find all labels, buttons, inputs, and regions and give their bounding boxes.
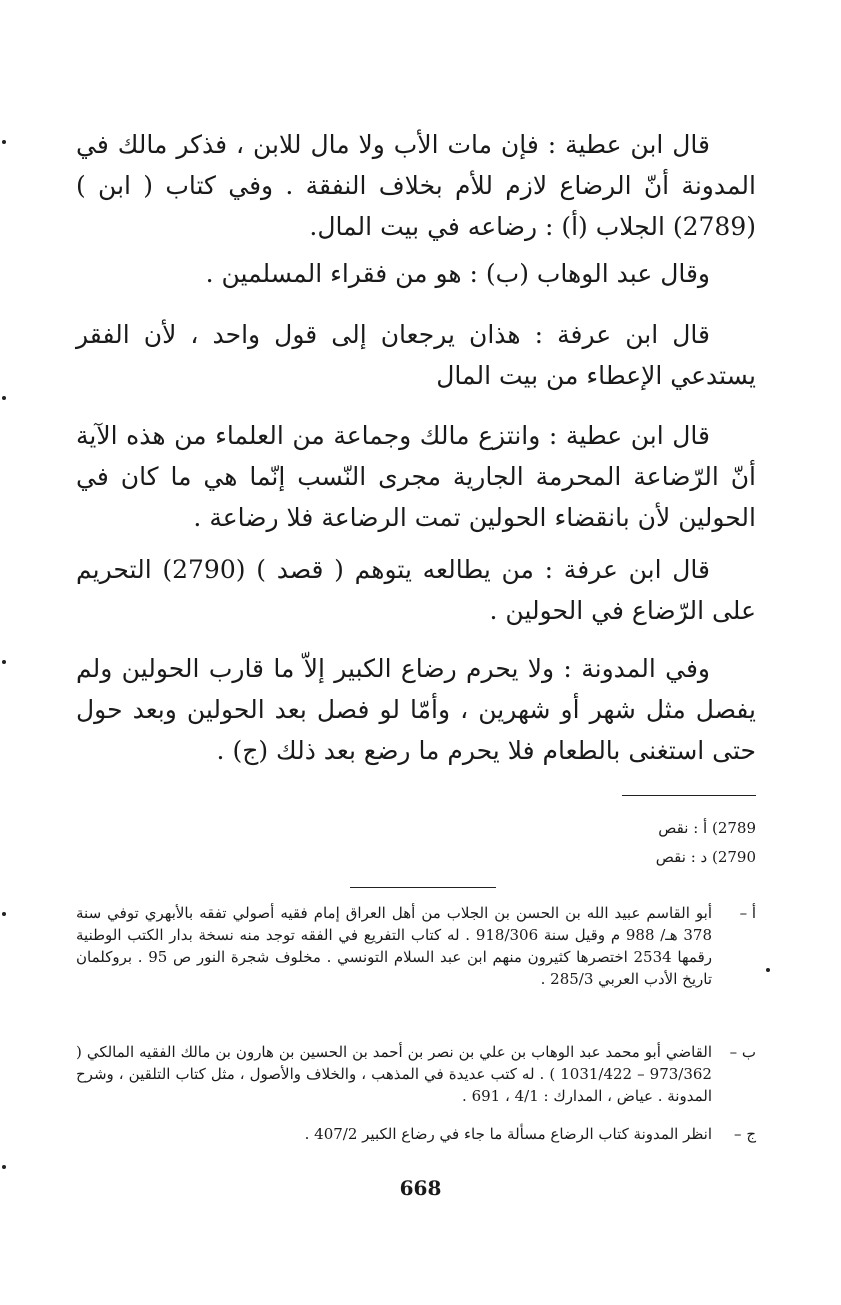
margin-mark bbox=[2, 660, 6, 664]
footnote-marker: أ – bbox=[739, 904, 756, 922]
margin-mark bbox=[2, 912, 6, 916]
margin-mark bbox=[2, 396, 6, 400]
variant-note: 2790) د : نقص bbox=[655, 848, 756, 866]
footnote bbox=[76, 1041, 756, 1107]
footnote bbox=[76, 1123, 756, 1145]
body-paragraph: وقال عبد الوهاب (ب) : هو من فقراء المسلمين . bbox=[205, 259, 710, 288]
body-paragraph: وفي المدونة : ولا يحرم رضاع الكبير إلاّ ما قارب الحولين ولم يفصل مثل شهر أو شهرين ، وأمّا لو فصل بعد الحولين وبعد حول حتى استغنى بالطعام فلا يحرم ما رضع بعد ذلك (ج) . bbox=[76, 654, 756, 765]
footnote-marker: ج – bbox=[734, 1125, 756, 1143]
footnote-text: انظر المدونة كتاب الرضاع مسألة ما جاء في رضاع الكبير 407/2 . bbox=[304, 1125, 712, 1143]
footnote-text: أبو القاسم عبيد الله بن الحسن بن الجلاب من أهل العراق إمام فقيه أصولي تفقه بالأبهري توفي سنة 378 هـ/ 988 م وقيل سنة 918/306 . له كتاب التفريع في الفقه توجد منه نسخة بدار الكتب الوطنية رقمها 2534 اختصرها كثيرون منهم ابن عبد السلام التونسي . مخلوف شجرة النور ص 95 . بروكلمان تاريخ الأدب العربي 285/3 . bbox=[76, 904, 712, 988]
body-paragraph: قال ابن عطية : فإن مات الأب ولا مال للابن ، فذكر مالك في المدونة أنّ الرضاع لازم للأم بخلاف النفقة . وفي كتاب ( ابن ) (2789) الجلاب (أ) : رضاعه في بيت المال. bbox=[76, 130, 756, 241]
body-paragraph: قال ابن عرفة : من يطالعه يتوهم ( قصد ) (2790) التحريم على الرّضاع في الحولين . bbox=[76, 555, 756, 625]
page-number: 668 bbox=[399, 1176, 442, 1200]
body-paragraph: قال ابن عطية : وانتزع مالك وجماعة من العلماء من هذه الآية أنّ الرّضاعة المحرمة الجارية مجرى النّسب إنّما هي ما كان في الحولين لأن بانقضاء الحولين تمت الرضاعة فلا رضاعة . bbox=[76, 421, 756, 532]
margin-mark bbox=[766, 968, 770, 972]
margin-mark bbox=[2, 140, 6, 144]
footnotes-divider bbox=[350, 887, 496, 888]
footnote-marker: ب – bbox=[729, 1043, 756, 1061]
footnote-text: القاضي أبو محمد عبد الوهاب بن علي بن نصر بن أحمد بن الحسين بن هارون بن مالك الفقيه المالكي ( 973/362 – 1031/422 ) . له كتب عديدة في المذهب ، والخلاف والأصول ، مثل كتاب التلقين ، وشرح المدونة . عياض ، المدارك : 4/1 ، 691 . bbox=[76, 1043, 712, 1105]
body-paragraph: قال ابن عرفة : هذان يرجعان إلى قول واحد ، لأن الفقر يستدعي الإعطاء من بيت المال bbox=[76, 320, 756, 390]
margin-mark bbox=[2, 1165, 6, 1169]
footnote bbox=[76, 902, 756, 990]
variant-note: 2789) أ : نقص bbox=[658, 819, 756, 837]
variant-notes-divider bbox=[622, 795, 756, 796]
